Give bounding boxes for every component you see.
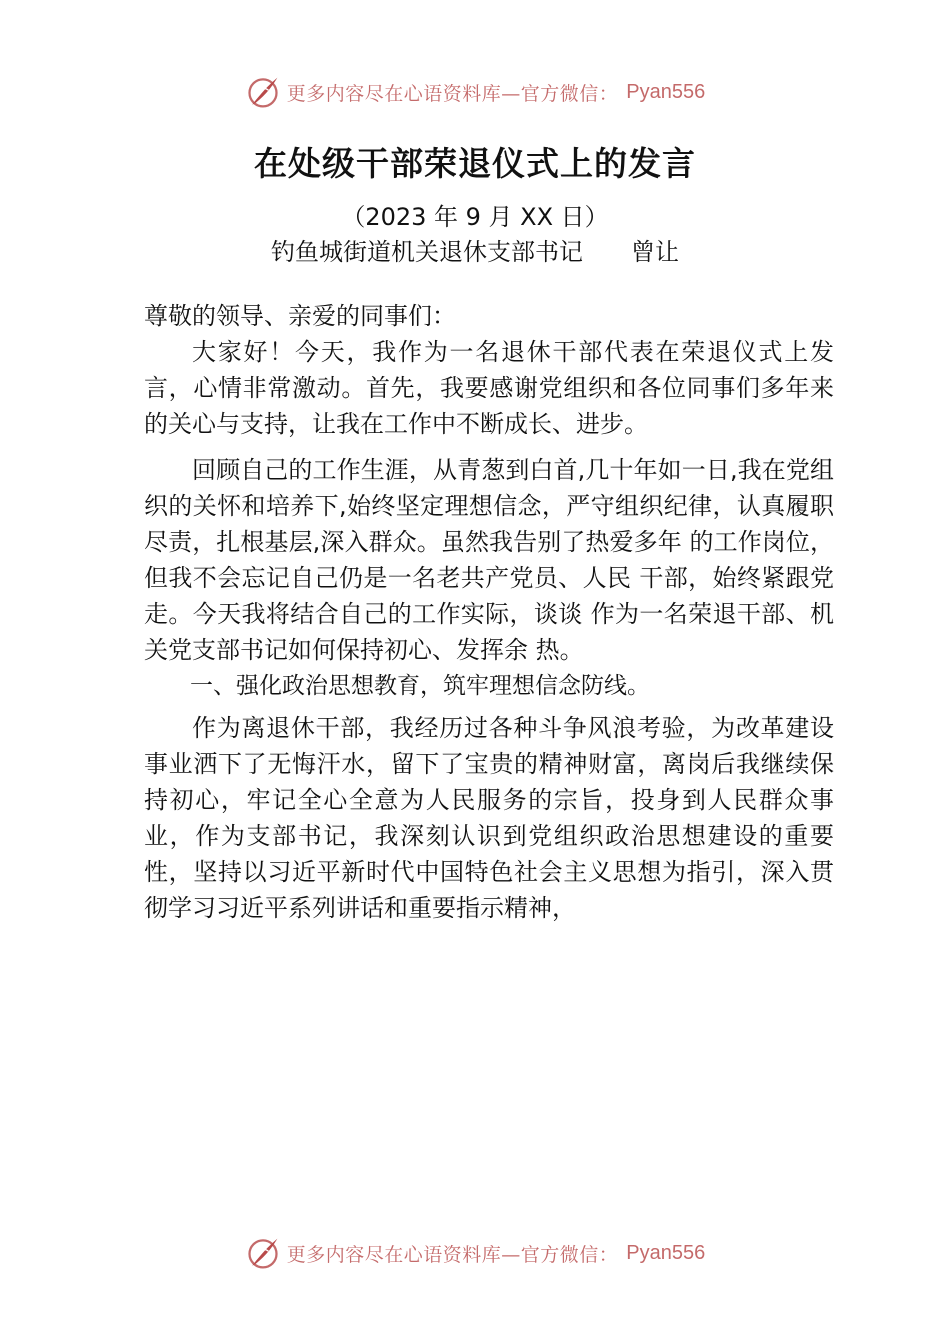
watermark-wechat-id: Pyan556: [626, 1241, 706, 1264]
document-date: （2023 年 9 月 XX 日）: [341, 203, 609, 231]
watermark-wechat-id: Pyan556: [626, 80, 706, 103]
document-body: [144, 298, 834, 926]
paragraph-greeting: 大家好！今天，我作为一名退休干部代表在荣退仪式上发言，心情非常激动。首先，我要感谢党组织和各位同事们多年来的关心与支持，让我在工作中不断成长、进步。: [144, 338, 834, 438]
author-title: 钓鱼城街道机关退休支部书记: [271, 238, 583, 266]
section-heading-1: 一、强化政治思想教育，筑牢理想信念防线。: [190, 673, 650, 699]
watermark-text: 更多内容尽在心语资料库—官方微信：: [286, 82, 619, 105]
salutation: 尊敬的领导、亲爱的同事们：: [144, 302, 456, 330]
paragraph-section-1: 作为离退休干部，我经历过各种斗争风浪考验，为改革建设事业洒下了无悔汗水，留下了宝贵的精神财富，离岗后我继续保持初心，牢记全心全意为人民服务的宗旨，投身到人民群众事业，作为支部书记，我深刻认识到党组织政治思想建设的重要性，坚持以习近平新时代中国特色社会主义思想为指引，深入贯彻学习习近平系列讲话和重要指示精神，: [144, 714, 834, 922]
quill-circle-icon: [245, 74, 281, 110]
paragraph-review: 回顾自己的工作生涯，从青葱到白首,几十年如一日,我在党组织的关怀和培养下,始终坚定理想信念，严守组织纪律，认真履职尽责，扎根基层,深入群众。虽然我告别了热爱多年 的工作岗位，但我不会忘记自己仍是一名老共产党员、人民 干部，始终紧跟党走。今天我将结合自己的工作实际，谈谈 作为一名荣退干部、机关党支部书记如何保持初心、发挥余 热。: [144, 456, 834, 664]
page-title: 在处级干部荣退仪式上的发言: [254, 144, 696, 183]
watermark-text: 更多内容尽在心语资料库—官方微信：: [286, 1243, 619, 1266]
watermark-header: [0, 72, 950, 112]
author-name: 曾让: [631, 238, 679, 266]
document-author: [0, 232, 950, 267]
watermark-footer: [0, 1233, 950, 1273]
quill-circle-icon: [245, 1235, 281, 1271]
